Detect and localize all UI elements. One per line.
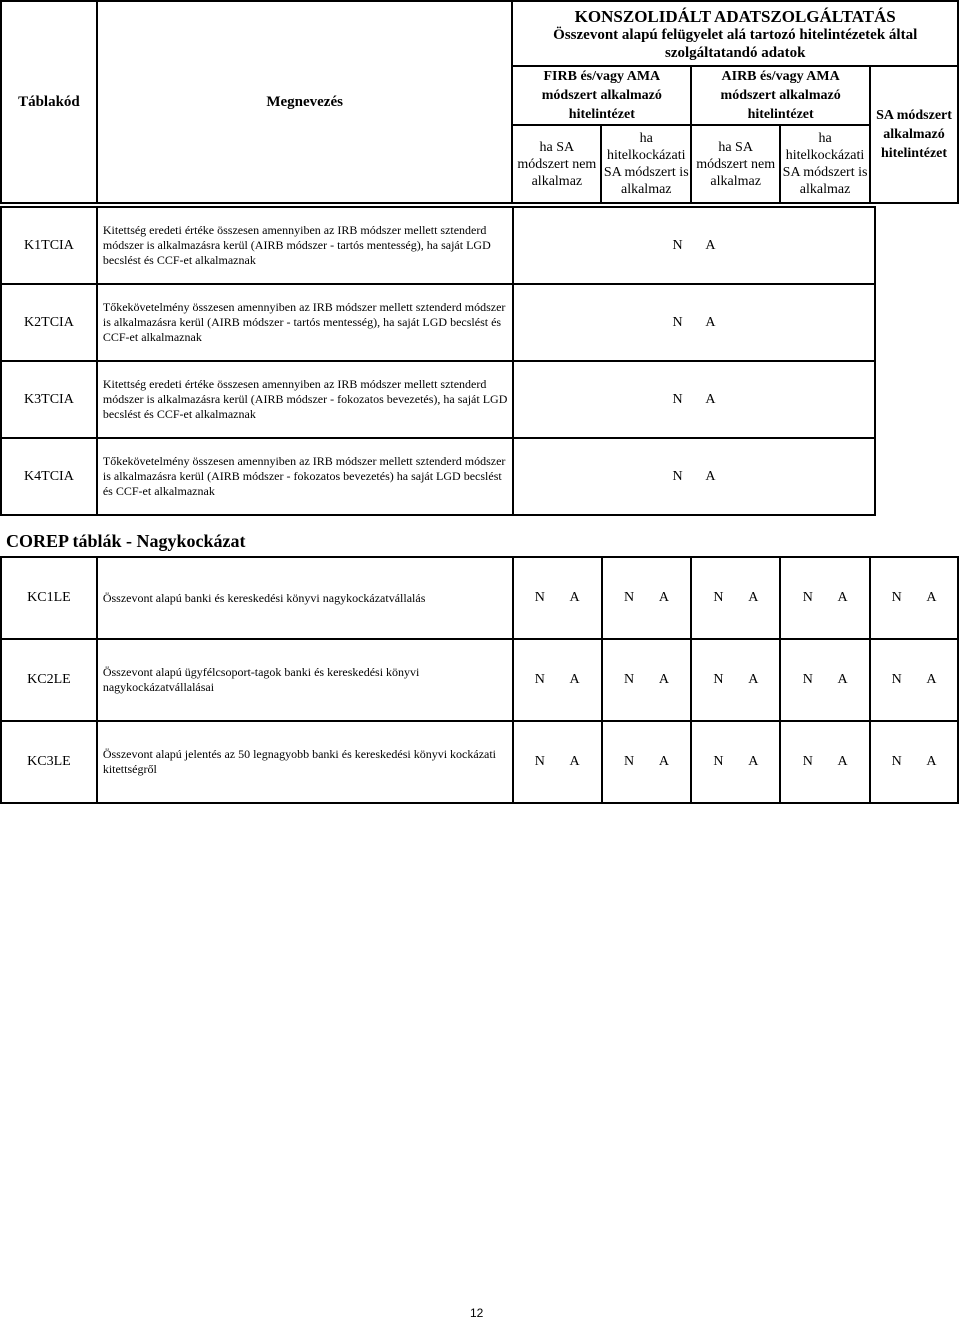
header-table: [0, 0, 959, 204]
na-cell: N A: [870, 721, 958, 803]
page-title: KONSZOLIDÁLT ADATSZOLGÁLTATÁS: [574, 7, 896, 26]
row-description: Kitettség eredeti értéke összesen amennyiben az IRB módszer mellett sztenderd módszer is alkalmazásra kerül (AIRB módszer - tartós mentesség), ha saját LGD becslést és CCF-et alkalmaznak: [97, 207, 513, 284]
na-cell: N A: [780, 639, 870, 721]
row-code: K2TCIA: [1, 284, 97, 361]
header-airb-sa-not: ha SA módszert nem alkalmaz: [691, 125, 780, 203]
header-sa-col: SA módszert alkalmazó hitelintézet: [870, 66, 958, 203]
header-airb-group: AIRB és/vagy AMA módszert alkalmazó hitelintézet: [691, 66, 870, 125]
na-cell: N A: [513, 721, 602, 803]
table-row: [1, 284, 875, 361]
na-cell: N A: [780, 557, 870, 639]
row-code: K1TCIA: [1, 207, 97, 284]
row-code: KC1LE: [1, 557, 97, 639]
table-row: [1, 557, 958, 639]
header-firb-group: FIRB és/vagy AMA módszert alkalmazó hitelintézet: [512, 66, 691, 125]
na-cell: N A: [691, 721, 780, 803]
na-cell: N A: [691, 557, 780, 639]
header-airb-sa-also: ha hitelkockázati SA módszert is alkalmaz: [780, 125, 870, 203]
header-firb-sa-also: ha hitelkockázati SA módszert is alkalmaz: [601, 125, 691, 203]
row-code: K4TCIA: [1, 438, 97, 515]
na-cell: N A: [513, 639, 602, 721]
row-description: Összevont alapú jelentés az 50 legnagyobb banki és kereskedési könyvi kockázati kitettségről: [97, 721, 513, 803]
na-cell: N A: [513, 207, 875, 284]
row-code: KC2LE: [1, 639, 97, 721]
na-cell: N A: [513, 361, 875, 438]
na-cell: N A: [780, 721, 870, 803]
na-cell: N A: [602, 557, 692, 639]
row-description: Tőkekövetelmény összesen amennyiben az IRB módszer mellett sztenderd módszer is alkalmazásra kerül (AIRB módszer - fokozatos bevezetés) ha saját LGD becslést és CCF-et alkalmaznak: [97, 438, 513, 515]
row-description: Tőkekövetelmény összesen amennyiben az IRB módszer mellett sztenderd módszer is alkalmazásra kerül (AIRB módszer - tartós mentesség), ha saját LGD becslést és CCF-et alkalmaznak: [97, 284, 513, 361]
na-cell: N A: [513, 557, 602, 639]
large-exposure-table: [0, 556, 959, 804]
na-cell: N A: [602, 639, 692, 721]
page-subtitle: Összevont alapú felügyelet alá tartozó hitelintézetek által szolgáltatandó adatok: [553, 27, 918, 61]
na-cell: N A: [691, 639, 780, 721]
section-title: COREP táblák - Nagykockázat: [6, 531, 246, 551]
na-cell: N A: [602, 721, 692, 803]
header-col-code: Táblakód: [1, 1, 97, 203]
row-description: Összevont alapú banki és kereskedési könyvi nagykockázatvállalás: [97, 557, 513, 639]
header-title-block: [512, 1, 958, 66]
table-row: [1, 721, 958, 803]
na-cell: N A: [513, 438, 875, 515]
row-description: Összevont alapú ügyfélcsoport-tagok banki és kereskedési könyvi nagykockázatvállalásai: [97, 639, 513, 721]
header-col-name: Megnevezés: [97, 1, 513, 203]
row-code: KC3LE: [1, 721, 97, 803]
row-code: K3TCIA: [1, 361, 97, 438]
table-row: [1, 438, 875, 515]
table-row: [1, 207, 875, 284]
na-cell: N A: [870, 557, 958, 639]
table-row: [1, 361, 875, 438]
na-cell: N A: [870, 639, 958, 721]
top-rows-table: [0, 206, 876, 516]
na-cell: N A: [513, 284, 875, 361]
page-number: 12: [470, 1306, 484, 1320]
table-row: [1, 639, 958, 721]
header-firb-sa-not: ha SA módszert nem alkalmaz: [512, 125, 601, 203]
row-description: Kitettség eredeti értéke összesen amennyiben az IRB módszer mellett sztenderd módszer is alkalmazásra kerül (AIRB módszer - fokozatos bevezetés), ha saját LGD becslést és CCF-et alkalmaznak: [97, 361, 513, 438]
